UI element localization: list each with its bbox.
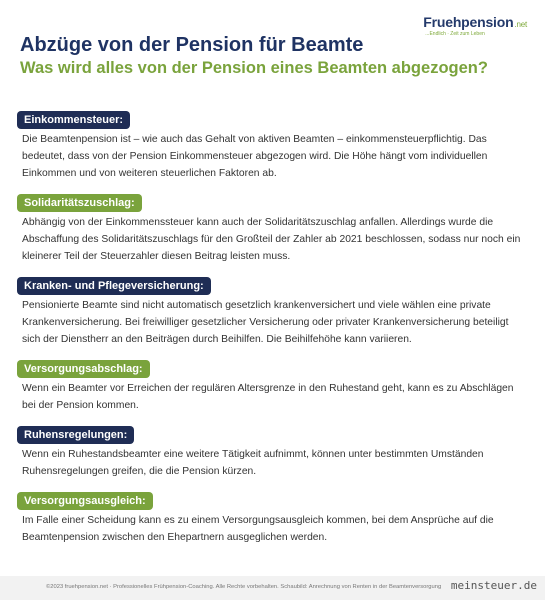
watermark: meinsteuer.de [450, 579, 537, 592]
footer-copyright: ©2023 fruehpension.net · Professionelles Frühpension-Coaching. Alle Rechte vorbehalten. Schaubild: Anrechnung von Renten in der Beamtenversorgung [46, 584, 442, 590]
section-label: Kranken- und Pflegeversicherung: [17, 277, 211, 295]
brand-name-row [423, 14, 527, 30]
section-label: Solidaritätszuschlag: [17, 194, 142, 212]
section-label: Einkommensteuer: [17, 111, 130, 129]
section-versorgungsabschlag [17, 359, 527, 414]
brand-tld: .net [514, 20, 527, 29]
page-title: Abzüge von der Pension für Beamte [20, 34, 364, 56]
section-kranken-pflegeversicherung [17, 276, 527, 348]
section-text: Im Falle einer Scheidung kann es zu einem Versorgungsausgleich kommen, bei dem Ansprüche auf die Beamtenpension zwischen den Ehepartnern ausgeglichen werden. [22, 515, 494, 543]
brand-name: Fruehpension [423, 14, 514, 30]
section-ruhensregelungen [17, 425, 527, 480]
deductions-list [17, 110, 527, 557]
section-solidaritaetszuschlag [17, 193, 527, 265]
brand-tagline: ...Endlich · Zeit zum Leben [425, 31, 485, 37]
section-label: Ruhensregelungen: [17, 426, 134, 444]
footer-bar [0, 576, 545, 600]
brand-logo [423, 14, 527, 37]
section-label: Versorgungsabschlag: [17, 360, 150, 378]
section-text: Wenn ein Beamter vor Erreichen der regulären Altersgrenze in den Ruhestand geht, kann es zu Abschlägen bei der Pension kommen. [22, 383, 514, 411]
section-versorgungsausgleich [17, 491, 527, 546]
section-text: Pensionierte Beamte sind nicht automatisch gesetzlich krankenversichert und viele wählen eine private Krankenversicherung. Bei freiwilliger gesetzlicher Versicherung oder privater Krankenversicherung beteiligt sich der Dienstherr an den Beiträgen durch Beihilfen. Die Beihilfehöhe kann variieren. [22, 300, 509, 345]
section-label: Versorgungsausgleich: [17, 492, 153, 510]
section-text: Wenn ein Ruhestandsbeamter eine weitere Tätigkeit aufnimmt, können unter bestimmten Umständen Ruhensregelungen greifen, die die Pension kürzen. [22, 449, 484, 477]
page-subtitle: Was wird alles von der Pension eines Beamten abgezogen? [20, 59, 488, 77]
section-einkommensteuer [17, 110, 527, 182]
section-text: Die Beamtenpension ist – wie auch das Gehalt von aktiven Beamten – einkommensteuerpflichtig. Das bedeutet, dass von der Pension Einkommensteuer abgezogen wird. Die Höhe hängt vom individuellen Einkommen und von weiteren steuerlichen Faktoren ab. [22, 134, 488, 179]
section-text: Abhängig von der Einkommenssteuer kann auch der Solidaritätszuschlag anfallen. Allerdings wurde die Abschaffung des Solidaritätszuschlags für den Großteil der Zahler ab 2021 beschlossen, sodass nur noch ein kleinerer Teil der Steuerzahler diesen Beitrag leisten muss. [22, 217, 521, 262]
